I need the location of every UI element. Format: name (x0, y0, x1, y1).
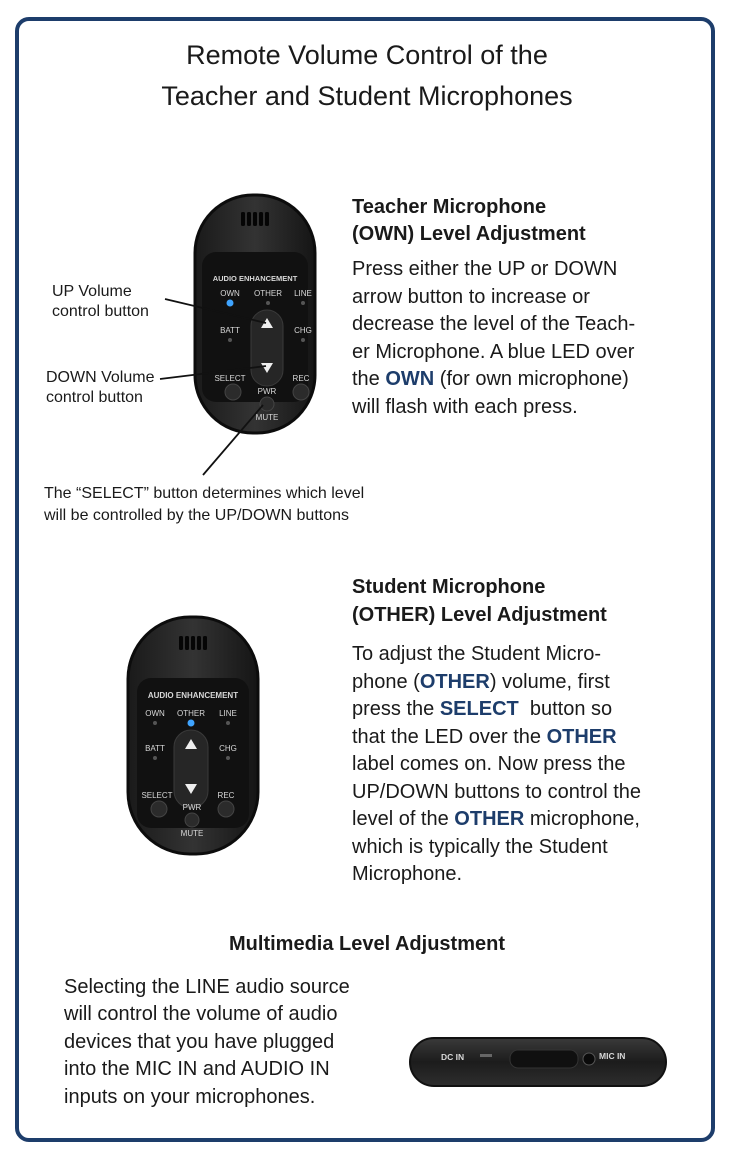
text-segment: the (352, 368, 386, 390)
pwr-label: PWR (257, 387, 277, 396)
mic-in-jack[interactable] (583, 1053, 595, 1065)
teacher-text-line1: Press either the UP or DOWN (352, 258, 618, 280)
text-segment: level of the (352, 808, 455, 830)
teacher-text-line4: er Microphone. A blue LED over (352, 341, 635, 363)
text-segment: button so (518, 698, 613, 720)
student-text-line9: Microphone. (352, 863, 463, 885)
chg-led-icon (226, 756, 230, 760)
text-segment: (for own microphone) (434, 368, 629, 390)
dc-in-port[interactable] (480, 1054, 492, 1057)
up-callout-text-line2: control button (52, 303, 149, 320)
slider-switch[interactable] (510, 1050, 578, 1068)
multimedia-text-line3: devices that you have plugged (64, 1031, 335, 1053)
other-led-icon (188, 720, 195, 727)
student-heading-line1: Student Microphone (352, 576, 546, 598)
mute-label: MUTE (255, 413, 279, 422)
up-callout-text-line1: UP Volume (52, 283, 132, 300)
teacher-text-line2: arrow button to increase or (352, 286, 590, 308)
teacher-heading-line2: (OWN) Level Adjustment (352, 223, 586, 245)
own-label: OWN (220, 289, 240, 298)
power-mute-button[interactable] (185, 813, 199, 827)
down-callout-line (160, 366, 266, 379)
batt-led-icon (153, 756, 157, 760)
mute-label: MUTE (180, 829, 204, 838)
select-label: SELECT (214, 374, 246, 383)
text-segment: microphone, (524, 808, 640, 830)
student-text-line5: label comes on. Now press the (352, 753, 626, 775)
select-callout-text-line2: will be controlled by the UP/DOWN buttons (44, 507, 350, 524)
chg-label: CHG (294, 326, 312, 335)
other-label: OTHER (177, 709, 205, 718)
student-text-line3 (352, 696, 612, 724)
up-callout-line (165, 299, 266, 323)
text-segment: press the (352, 698, 440, 720)
text-segment: phone ( (352, 671, 420, 693)
student-text-line8: which is typically the Student (352, 836, 608, 858)
other-label: OTHER (254, 289, 282, 298)
teacher-text-line6: will flash with each press. (352, 396, 578, 418)
rec-label: REC (292, 374, 310, 383)
student-text-line6: UP/DOWN buttons to control the (352, 781, 642, 803)
page-title-line1: Remote Volume Control of the (186, 40, 548, 70)
multimedia-text-line5: inputs on your microphones. (64, 1086, 316, 1108)
other-highlight: OTHER (546, 726, 617, 748)
down-callout-text-line1: DOWN Volume (46, 369, 155, 386)
student-text-line7 (352, 806, 640, 834)
multimedia-text-line1: Selecting the LINE audio source (64, 976, 350, 998)
batt-label: BATT (145, 744, 165, 753)
student-text-line1: To adjust the Student Micro- (352, 643, 602, 665)
select-highlight: SELECT (439, 698, 519, 720)
student-heading-line2: (OTHER) Level Adjustment (352, 604, 607, 626)
line-label: LINE (219, 709, 237, 718)
student-text-line2 (352, 669, 610, 697)
page-title-line2: Teacher and Student Microphones (161, 81, 573, 111)
own-led-icon (153, 721, 157, 725)
text-segment: ) volume, first (489, 671, 610, 693)
remote-control-image-student (123, 612, 263, 859)
teacher-heading-line1: Teacher Microphone (352, 196, 547, 218)
chg-label: CHG (219, 744, 237, 753)
multimedia-text-line2: will control the volume of audio (64, 1003, 338, 1025)
select-callout-line (203, 405, 263, 475)
device-brand-label: AUDIO ENHANCEMENT (147, 691, 239, 700)
down-callout-text-line2: control button (46, 389, 143, 406)
own-highlight: OWN (385, 368, 435, 390)
select-button[interactable] (151, 801, 167, 817)
multimedia-heading: Multimedia Level Adjustment (229, 933, 505, 955)
remote-side-view-image (408, 1034, 668, 1090)
other-highlight: OTHER (454, 808, 525, 830)
mic-in-label: MIC IN (599, 1051, 626, 1061)
other-highlight: OTHER (419, 671, 490, 693)
line-led-icon (226, 721, 230, 725)
multimedia-text-line4: into the MIC IN and AUDIO IN (64, 1058, 330, 1080)
rec-button[interactable] (218, 801, 234, 817)
device-brand-label: AUDIO ENHANCEMENT (212, 274, 298, 283)
teacher-text-line3: decrease the level of the Teach- (352, 313, 636, 335)
select-label: SELECT (141, 791, 173, 800)
student-text-line4 (352, 724, 617, 752)
text-segment: that the LED over the (352, 726, 547, 748)
select-callout-text-line1: The “SELECT” button determines which level (44, 485, 365, 502)
rec-label: REC (217, 791, 235, 800)
teacher-text-line5 (352, 366, 629, 394)
dc-in-label: DC IN (441, 1052, 465, 1062)
batt-label: BATT (220, 326, 240, 335)
line-label: LINE (294, 289, 312, 298)
pwr-label: PWR (182, 803, 202, 812)
own-label: OWN (145, 709, 165, 718)
